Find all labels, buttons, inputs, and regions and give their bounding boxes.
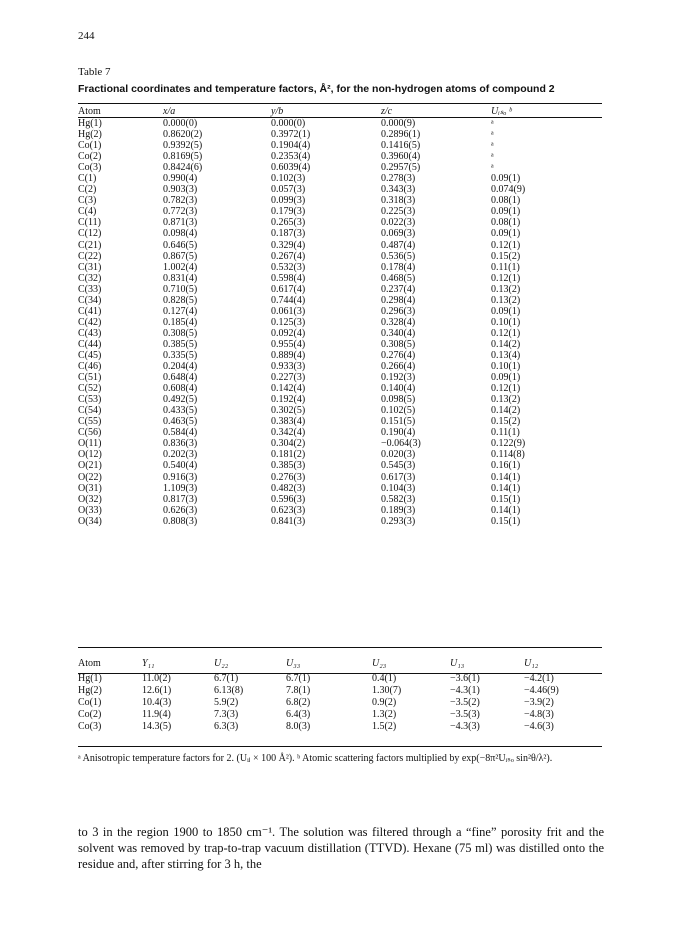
header-z: z/c — [381, 106, 393, 117]
table-cell: 0.15(1) — [491, 493, 521, 505]
table-cell: −4.8(3) — [524, 708, 554, 720]
table-cell: 0.13(2) — [491, 394, 521, 406]
table-cell: 0.13(4) — [491, 350, 521, 361]
table-cell: 0.990(4) — [163, 173, 198, 185]
table-cell: 0.340(4) — [381, 327, 416, 339]
table-cell: Hg(2) — [78, 129, 102, 141]
table-cell: C(33) — [78, 283, 102, 295]
table-cell: 0.304(2) — [271, 438, 306, 450]
anisotropic-table-body — [78, 672, 602, 732]
table-cell: C(3) — [78, 195, 97, 207]
table-cell: 1.5(2) — [372, 720, 397, 732]
table-cell: 0.13(2) — [491, 283, 521, 295]
table-row — [78, 273, 602, 284]
table-cell: 0.098(4) — [163, 228, 198, 240]
table-row — [78, 328, 602, 339]
table-row — [78, 516, 602, 527]
table-cell: 0.836(3) — [163, 438, 198, 450]
table2-header-row — [78, 654, 602, 672]
table-row — [78, 284, 602, 295]
table-cell: 0.069(3) — [381, 228, 416, 240]
table-row — [78, 505, 602, 516]
table-cell: −4.46(9) — [524, 684, 559, 696]
table-cell: 0.09(1) — [491, 206, 521, 218]
table-row — [78, 494, 602, 505]
coordinates-table-body — [78, 118, 602, 527]
table-row — [78, 472, 602, 483]
table-row — [78, 339, 602, 350]
table-cell: 0.265(3) — [271, 217, 306, 229]
table-cell: 0.617(3) — [381, 471, 416, 483]
table-cell: C(34) — [78, 294, 102, 306]
table-cell: 0.15(2) — [491, 416, 521, 428]
header-atom: Atom — [78, 106, 101, 117]
table-cell: 0.889(4) — [271, 350, 306, 361]
table-cell: −3.6(1) — [450, 672, 480, 684]
table-cell: 0.482(3) — [271, 482, 306, 494]
table-cell: C(31) — [78, 261, 102, 273]
table-cell: Hg(1) — [78, 672, 102, 684]
table-cell: 0.202(3) — [163, 449, 198, 461]
table-cell: 0.383(4) — [271, 416, 306, 428]
table-cell: 0.648(4) — [163, 372, 198, 384]
table-cell: 0.192(3) — [381, 372, 416, 384]
table-cell: 7.8(1) — [286, 684, 311, 696]
table-row — [78, 173, 602, 184]
table-cell: 0.433(5) — [163, 405, 198, 417]
table-cell: 0.127(4) — [163, 305, 198, 317]
table-cell: Co(1) — [78, 140, 102, 152]
table-cell: C(4) — [78, 206, 97, 218]
table-cell: 0.181(2) — [271, 449, 306, 461]
table-cell: 0.308(5) — [163, 327, 198, 339]
table-cell: 0.020(3) — [381, 449, 416, 461]
table-cell: C(43) — [78, 327, 102, 339]
table-cell: C(56) — [78, 427, 102, 439]
table-cell: C(22) — [78, 250, 102, 262]
table-cell: O(31) — [78, 482, 102, 494]
table-cell: C(55) — [78, 416, 102, 428]
body-paragraph: to 3 in the region 1900 to 1850 cm⁻¹. The solution was filtered through a “fine” porosity frit and the solvent was removed by trap-to-trap vacuum distillation (TTVD). Hexane (75 ml) was distilled onto the residue and, after stirring for 3 h, the — [78, 825, 604, 871]
table-cell: 0.1904(4) — [271, 140, 311, 152]
table-cell: ᵃ — [491, 151, 494, 163]
table-cell: 6.13(8) — [214, 684, 244, 696]
table-row — [78, 350, 602, 361]
table-row — [78, 460, 602, 471]
table-cell: ᵃ — [491, 140, 494, 152]
table-cell: −4.2(1) — [524, 672, 554, 684]
table-cell: 0.140(4) — [381, 383, 416, 395]
header2-u33: U₃₃ — [286, 657, 301, 669]
table-cell: C(46) — [78, 361, 102, 373]
table-cell: 0.102(5) — [381, 405, 416, 417]
table-row — [78, 251, 602, 262]
table-cell: C(1) — [78, 173, 97, 185]
table-row — [78, 228, 602, 239]
table-cell: 0.8620(2) — [163, 129, 203, 141]
table-cell: O(32) — [78, 493, 102, 505]
table-cell: 0.933(3) — [271, 361, 306, 373]
table-cell: 7.3(3) — [214, 708, 239, 720]
table-cell: Co(1) — [78, 696, 102, 708]
table-cell: 0.532(3) — [271, 261, 306, 273]
table-cell: 0.10(1) — [491, 361, 521, 373]
table-cell: 0.8424(6) — [163, 162, 203, 174]
table-row — [78, 151, 602, 162]
table-cell: O(12) — [78, 449, 102, 461]
table-cell: 0.12(1) — [491, 239, 521, 251]
table-row — [78, 394, 602, 405]
table-cell: 0.617(4) — [271, 283, 306, 295]
table-cell: 0.102(3) — [271, 173, 306, 185]
table-cell: C(53) — [78, 394, 102, 406]
table-cell: 0.608(4) — [163, 383, 198, 395]
table-label: Table 7 — [78, 66, 111, 78]
table-cell: 0.08(1) — [491, 217, 521, 229]
table-cell: 0.08(1) — [491, 195, 521, 207]
table-row — [78, 217, 602, 228]
table-cell: O(21) — [78, 460, 102, 472]
table-cell: 0.151(5) — [381, 416, 416, 428]
table-cell: 1.109(3) — [163, 482, 198, 494]
header-y: y/b — [271, 106, 284, 117]
table-cell: 0.09(1) — [491, 305, 521, 317]
table-cell: O(22) — [78, 471, 102, 483]
table-cell: 0.2353(4) — [271, 151, 311, 163]
table-cell: 0.342(4) — [271, 427, 306, 439]
header2-u11: Y₁₁ — [142, 657, 155, 669]
table-cell: 0.237(4) — [381, 283, 416, 295]
table-cell: 0.14(1) — [491, 504, 521, 516]
table-row — [78, 708, 602, 720]
table-cell: 10.4(3) — [142, 696, 172, 708]
table-cell: −3.5(2) — [450, 696, 480, 708]
table-cell: Co(3) — [78, 720, 102, 732]
table-cell: O(11) — [78, 438, 102, 450]
table-cell: 0.179(3) — [271, 206, 306, 218]
table-cell: Co(2) — [78, 151, 102, 163]
table-cell: 0.14(2) — [491, 338, 521, 350]
table-cell: C(11) — [78, 217, 101, 229]
table-cell: 0.104(3) — [381, 482, 416, 494]
table-row — [78, 483, 602, 494]
table-cell: 0.14(2) — [491, 405, 521, 417]
table-cell: 0.343(3) — [381, 184, 416, 196]
table-row — [78, 449, 602, 460]
table-cell: 0.266(4) — [381, 361, 416, 373]
header2-u23: U₂₃ — [372, 657, 387, 669]
header2-u12: U₁₂ — [524, 657, 539, 669]
table-row — [78, 306, 602, 317]
table-cell: 0.463(5) — [163, 416, 198, 428]
table-cell: 0.061(3) — [271, 305, 306, 317]
table-cell: 0.598(4) — [271, 272, 306, 284]
table-cell: O(33) — [78, 504, 102, 516]
table-cell: 0.308(5) — [381, 338, 416, 350]
header-uiso: Uᵢₛₒ ᵇ — [491, 106, 512, 117]
table-cell: 0.114(8) — [491, 449, 525, 461]
table-header-row — [78, 105, 602, 118]
table-cell: 0.000(9) — [381, 118, 416, 130]
table-cell: 0.808(3) — [163, 515, 198, 527]
table-cell: 0.11(1) — [491, 427, 520, 439]
coordinates-table — [78, 105, 602, 527]
table-cell: 0.187(3) — [271, 228, 306, 240]
table-cell: C(41) — [78, 305, 102, 317]
table-cell: 0.293(3) — [381, 515, 416, 527]
table-row — [78, 361, 602, 372]
table-cell: 0.2957(5) — [381, 162, 421, 174]
table-cell: 0.646(5) — [163, 239, 198, 251]
table-cell: 0.782(3) — [163, 195, 198, 207]
table-cell: ᵃ — [491, 118, 494, 130]
table-cell: Hg(1) — [78, 118, 102, 130]
table-cell: 0.15(1) — [491, 515, 521, 527]
table-cell: 0.831(4) — [163, 272, 198, 284]
table-cell: −4.6(3) — [524, 720, 554, 732]
table-row — [78, 140, 602, 151]
table-cell: 0.12(1) — [491, 327, 521, 339]
table-cell: ᵃ — [491, 162, 494, 174]
table-cell: 0.9(2) — [372, 696, 397, 708]
table-cell: 0.817(3) — [163, 493, 198, 505]
header-x: x/a — [163, 106, 176, 117]
table-row — [78, 438, 602, 449]
table-cell: 0.12(1) — [491, 272, 521, 284]
table-cell: 0.225(3) — [381, 206, 416, 218]
table-cell: 6.3(3) — [214, 720, 239, 732]
table-cell: 0.772(3) — [163, 206, 198, 218]
table-row — [78, 162, 602, 173]
table-cell: 0.540(4) — [163, 460, 198, 472]
table-cell: 0.276(3) — [271, 471, 306, 483]
table-cell: 0.744(4) — [271, 294, 306, 306]
table-cell: 5.9(2) — [214, 696, 239, 708]
table-row — [78, 262, 602, 273]
table-cell: Co(3) — [78, 162, 102, 174]
table-caption: Fractional coordinates and temperature factors, Å², for the non-hydrogen atoms of compound 2 — [78, 83, 555, 95]
table-cell: 0.318(3) — [381, 195, 416, 207]
table-cell: 0.487(4) — [381, 239, 416, 251]
table-cell: 0.142(4) — [271, 383, 306, 395]
table-cell: −3.5(3) — [450, 708, 480, 720]
table-cell: 0.710(5) — [163, 283, 198, 295]
table-cell: 0.16(1) — [491, 460, 521, 472]
table2-bottom-rule — [78, 746, 602, 747]
table-cell: 0.09(1) — [491, 173, 521, 185]
table-cell: C(51) — [78, 372, 102, 384]
table-row — [78, 195, 602, 206]
table-cell: Co(2) — [78, 708, 102, 720]
table-cell: C(12) — [78, 228, 102, 240]
table-cell: 0.298(4) — [381, 294, 416, 306]
table-cell: 0.385(3) — [271, 460, 306, 472]
table-cell: 0.492(5) — [163, 394, 198, 406]
header2-u22: U₂₂ — [214, 657, 229, 669]
table-cell: 8.0(3) — [286, 720, 311, 732]
table-cell: −4.3(3) — [450, 720, 480, 732]
table-cell: 11.0(2) — [142, 672, 171, 684]
table-cell: 0.329(4) — [271, 239, 306, 251]
table-cell: 0.189(3) — [381, 504, 416, 516]
table-cell: 0.3972(1) — [271, 129, 311, 141]
table-cell: 0.4(1) — [372, 672, 397, 684]
table-cell: 0.192(4) — [271, 394, 306, 406]
table-cell: 0.057(3) — [271, 184, 306, 196]
table-cell: 6.7(1) — [214, 672, 239, 684]
table-cell: 0.09(1) — [491, 372, 521, 384]
anisotropic-table — [78, 654, 602, 732]
table-cell: 1.3(2) — [372, 708, 397, 720]
table-row — [78, 129, 602, 140]
header2-u13: U₁₃ — [450, 657, 465, 669]
table-cell: 0.14(1) — [491, 471, 521, 483]
table-cell: 0.267(4) — [271, 250, 306, 262]
table-cell: 0.582(3) — [381, 493, 416, 505]
table-cell: −0.064(3) — [381, 438, 421, 450]
table-row — [78, 317, 602, 328]
table-row — [78, 383, 602, 394]
table-cell: C(45) — [78, 350, 102, 361]
table-cell: 0.1416(5) — [381, 140, 421, 152]
table-row — [78, 240, 602, 251]
table-row — [78, 720, 602, 732]
table-cell: 0.09(1) — [491, 228, 521, 240]
table-footnote: ᵃ Anisotropic temperature factors for 2. (Uᵢⱼ × 100 Å²). ᵇ Atomic scattering factors multiplied by exp(−8π²Uᵢₛₒ sin²θ/λ²). — [78, 753, 553, 764]
table-cell: 0.190(4) — [381, 427, 416, 439]
table-cell: 0.626(3) — [163, 504, 198, 516]
header2-atom: Atom — [78, 657, 101, 669]
table-top-rule — [78, 103, 602, 104]
table-cell: Hg(2) — [78, 684, 102, 696]
table-cell: 6.8(2) — [286, 696, 311, 708]
table-cell: 0.955(4) — [271, 338, 306, 350]
table-cell: 0.828(5) — [163, 294, 198, 306]
table-cell: 0.178(4) — [381, 261, 416, 273]
table-cell: 0.022(3) — [381, 217, 416, 229]
table-cell: ᵃ — [491, 129, 494, 141]
table-cell: 6.7(1) — [286, 672, 311, 684]
table-cell: 0.623(3) — [271, 504, 306, 516]
table-bottom-rule — [78, 647, 602, 648]
table-cell: 0.227(3) — [271, 372, 306, 384]
table-cell: −4.3(1) — [450, 684, 480, 696]
table-cell: 0.11(1) — [491, 261, 520, 273]
table-cell: 0.2896(1) — [381, 129, 421, 141]
table-cell: 0.12(1) — [491, 383, 521, 395]
table-row — [78, 416, 602, 427]
table-cell: 0.6039(4) — [271, 162, 311, 174]
table-cell: C(2) — [78, 184, 97, 196]
table-cell: 0.000(0) — [271, 118, 306, 130]
table-cell: 0.278(3) — [381, 173, 416, 185]
table-cell: 0.903(3) — [163, 184, 198, 196]
table-row — [78, 184, 602, 195]
table-cell: 0.867(5) — [163, 250, 198, 262]
table-cell: 0.14(1) — [491, 482, 521, 494]
table-cell: 12.6(1) — [142, 684, 172, 696]
table-cell: 0.276(4) — [381, 350, 416, 361]
table-cell: 0.000(0) — [163, 118, 198, 130]
table-row — [78, 206, 602, 217]
table-cell: 0.098(5) — [381, 394, 416, 406]
table-cell: 0.536(5) — [381, 250, 416, 262]
table-cell: 0.122(9) — [491, 438, 526, 450]
table-cell: 0.296(3) — [381, 305, 416, 317]
table-cell: 0.125(3) — [271, 316, 306, 328]
table-cell: 11.9(4) — [142, 708, 171, 720]
table-cell: 0.841(3) — [271, 515, 306, 527]
table-cell: 0.9392(5) — [163, 140, 203, 152]
table-cell: 0.545(3) — [381, 460, 416, 472]
table-cell: 0.074(9) — [491, 184, 526, 196]
table-cell: 0.328(4) — [381, 316, 416, 328]
table-cell: 0.385(5) — [163, 338, 198, 350]
table-cell: 0.10(1) — [491, 316, 521, 328]
table-cell: 0.302(5) — [271, 405, 306, 417]
table-row — [78, 118, 602, 129]
table-cell: 0.335(5) — [163, 350, 198, 361]
table-cell: C(32) — [78, 272, 102, 284]
table-row — [78, 427, 602, 438]
table-cell: 0.204(4) — [163, 361, 198, 373]
table-cell: C(42) — [78, 316, 102, 328]
table-cell: 0.584(4) — [163, 427, 198, 439]
table-cell: 1.30(7) — [372, 684, 402, 696]
table-cell: 0.185(4) — [163, 316, 198, 328]
table-row — [78, 405, 602, 416]
table-row — [78, 696, 602, 708]
table-cell: 0.092(4) — [271, 327, 306, 339]
table-cell: 14.3(5) — [142, 720, 172, 732]
table-cell: C(52) — [78, 383, 102, 395]
table-row — [78, 372, 602, 383]
table-cell: 0.15(2) — [491, 250, 521, 262]
table-cell: C(54) — [78, 405, 102, 417]
table-cell: 0.916(3) — [163, 471, 198, 483]
table-cell: 1.002(4) — [163, 261, 198, 273]
table-cell: −3.9(2) — [524, 696, 554, 708]
table-cell: 0.099(3) — [271, 195, 306, 207]
table-cell: 0.8169(5) — [163, 151, 203, 163]
table-cell: 0.871(3) — [163, 217, 198, 229]
table-cell: C(44) — [78, 338, 102, 350]
table-cell: 0.13(2) — [491, 294, 521, 306]
table-cell: 0.468(5) — [381, 272, 416, 284]
table-row — [78, 672, 602, 684]
table-cell: 0.3960(4) — [381, 151, 421, 163]
table-cell: C(21) — [78, 239, 102, 251]
table-cell: 0.596(3) — [271, 493, 306, 505]
page-number: 244 — [78, 30, 95, 42]
table-cell: 6.4(3) — [286, 708, 311, 720]
table-row — [78, 684, 602, 696]
table-cell: O(34) — [78, 515, 102, 527]
table-row — [78, 295, 602, 306]
